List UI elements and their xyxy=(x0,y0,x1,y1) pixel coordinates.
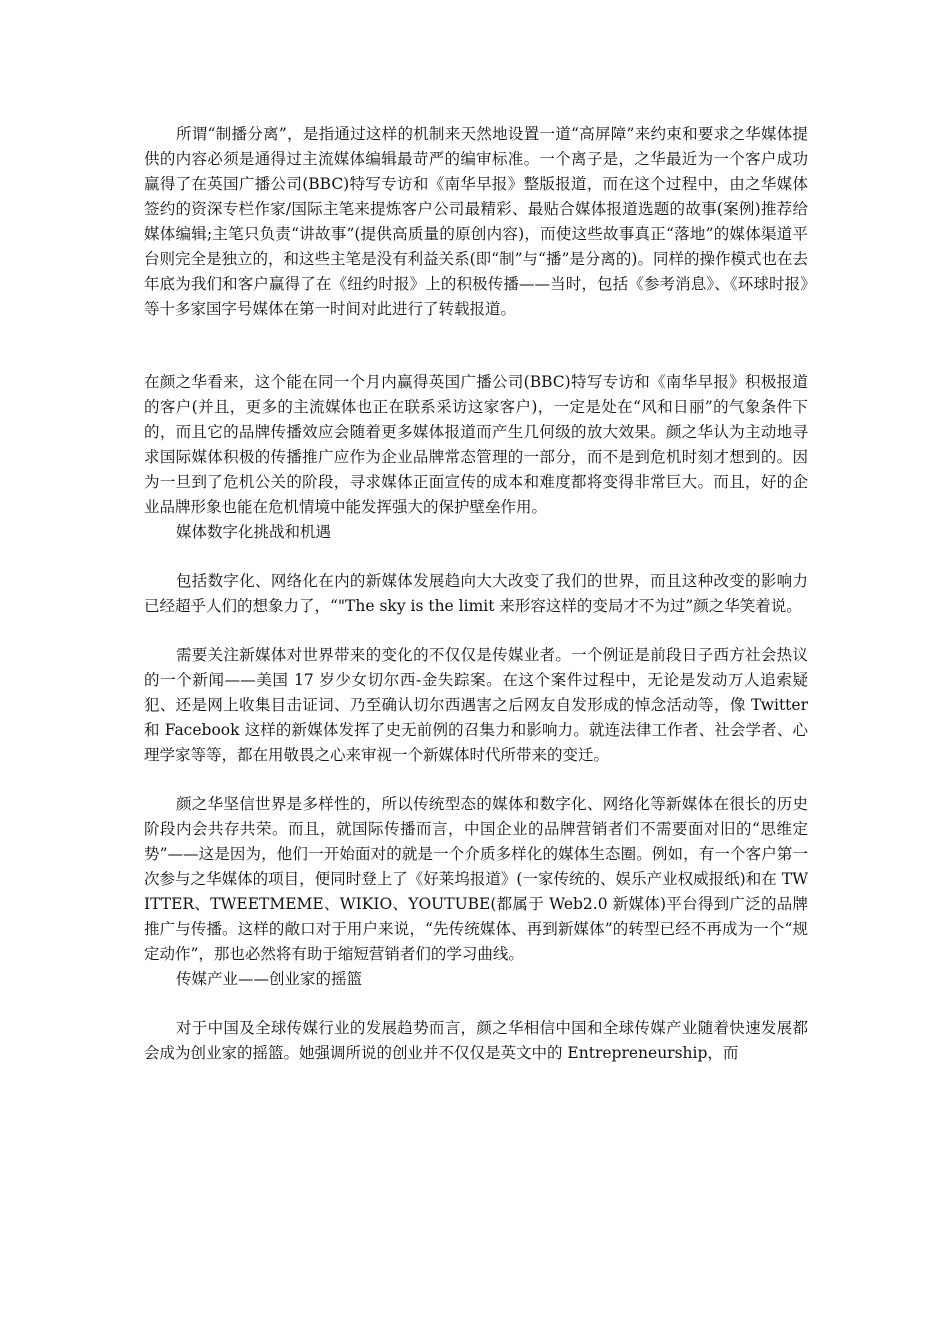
paragraph-client-coverage: 在颜之华看来，这个能在同一个月内赢得英国广播公司(BBC)特写专访和《南华早报》积极报道的客户(并且，更多的主流媒体也正在联系采访这家客户)，一定是处在“风和日丽”的气象条件下的，而且它的品牌传播效应会随着更多媒体报道而产生几何级的放大效果。颜之华认为主动地寻求国际媒体积极的传播推广应作为企业品牌常态管理的一部分，而不是到危机时刻才想到的。因为一旦到了危机公关的阶段，寻求媒体正面宣传的成本和难度都将变得非常巨大。而且，好的企业品牌形象也能在危机情境中能发挥强大的保护壁垒作用。 xyxy=(144,373,808,516)
paragraph-production-broadcast-separation: 所谓“制播分离”，是指通过这样的机制来天然地设置一道“高屏障”来约束和要求之华媒体提供的内容必须是通得过主流媒体编辑最苛严的编审标准。一个离子是，之华最近为一个客户成功赢得了在英国广播公司(BBC)特写专访和《南华早报》整版报道，而在这个过程中，由之华媒体签约的资深专栏作家/国际主笔来提炼客户公司最精彩、最贴合媒体报道选题的故事(案例)推荐给媒体编辑;主笔只负责“讲故事”(提供高质量的原创内容)，而使这些故事真正“落地”的媒体渠道平台则完全是独立的，和这些主笔是没有利益关系(即“制”与“播”是分离的)。同样的操作模式也在去年底为我们和客户赢得了在《纽约时报》上的积极传播——当时，包括《参考消息》、《环球时报》等十多家国字号媒体在第一时间对此进行了转载报道。 xyxy=(144,125,808,318)
section-heading-entrepreneur-cradle: 传媒产业——创业家的摇篮 xyxy=(176,970,363,988)
paragraph-new-media-example: 需要关注新媒体对世界带来的变化的不仅仅是传媒业者。一个例证是前段日子西方社会热议的一个新闻——美国 17 岁少女切尔西-金失踪案。在这个案件过程中，无论是发动万人追索疑犯、还是网上收集目击证词、乃至确认切尔西遇害之后网友自发形成的悼念活动等，像 Twitter 和 Facebook 这样的新媒体发挥了史无前例的召集力和影响力。就连法律工作者、社会学者、心理学家等等，都在用敬畏之心来审视一个新媒体时代所带来的变迁。 xyxy=(144,646,808,764)
section-heading-digital-media: 媒体数字化挑战和机遇 xyxy=(176,523,332,541)
paragraph-media-industry-trend: 对于中国及全球传媒行业的发展趋势而言，颜之华相信中国和全球传媒产业随着快速发展都会成为创业家的摇篮。她强调所说的创业并不仅仅是英文中的 Entrepreneurship，而 xyxy=(144,1019,808,1062)
document-body xyxy=(144,122,808,1066)
paragraph-new-media-trend: 包括数字化、网络化在内的新媒体发展趋向大大改变了我们的世界，而且这种改变的影响力已经超乎人们的想象力了，“"The sky is the limit 来形容这样的变局才不为过”颜之华笑着说。 xyxy=(144,572,808,615)
paragraph-media-diversity: 颜之华坚信世界是多样性的，所以传统型态的媒体和数字化、网络化等新媒体在很长的历史阶段内会共存共荣。而且，就国际传播而言，中国企业的品牌营销者们不需要面对旧的“思维定势”——这是因为，他们一开始面对的就是一个介质多样化的媒体生态圈。例如，有一个客户第一次参与之华媒体的项目，便同时登上了《好莱坞报道》(一家传统的、娱乐产业权威报纸)和在 TWITTER、TWEETMEME、WIKIO、YOUTUBE(都属于 Web2.0 新媒体)平台得到广泛的品牌推广与传播。这样的敞口对于用户来说，“先传统媒体、再到新媒体”的转型已经不再成为一个“规定动作”，那也必然将有助于缩短营销者们的学习曲线。 xyxy=(144,795,808,963)
